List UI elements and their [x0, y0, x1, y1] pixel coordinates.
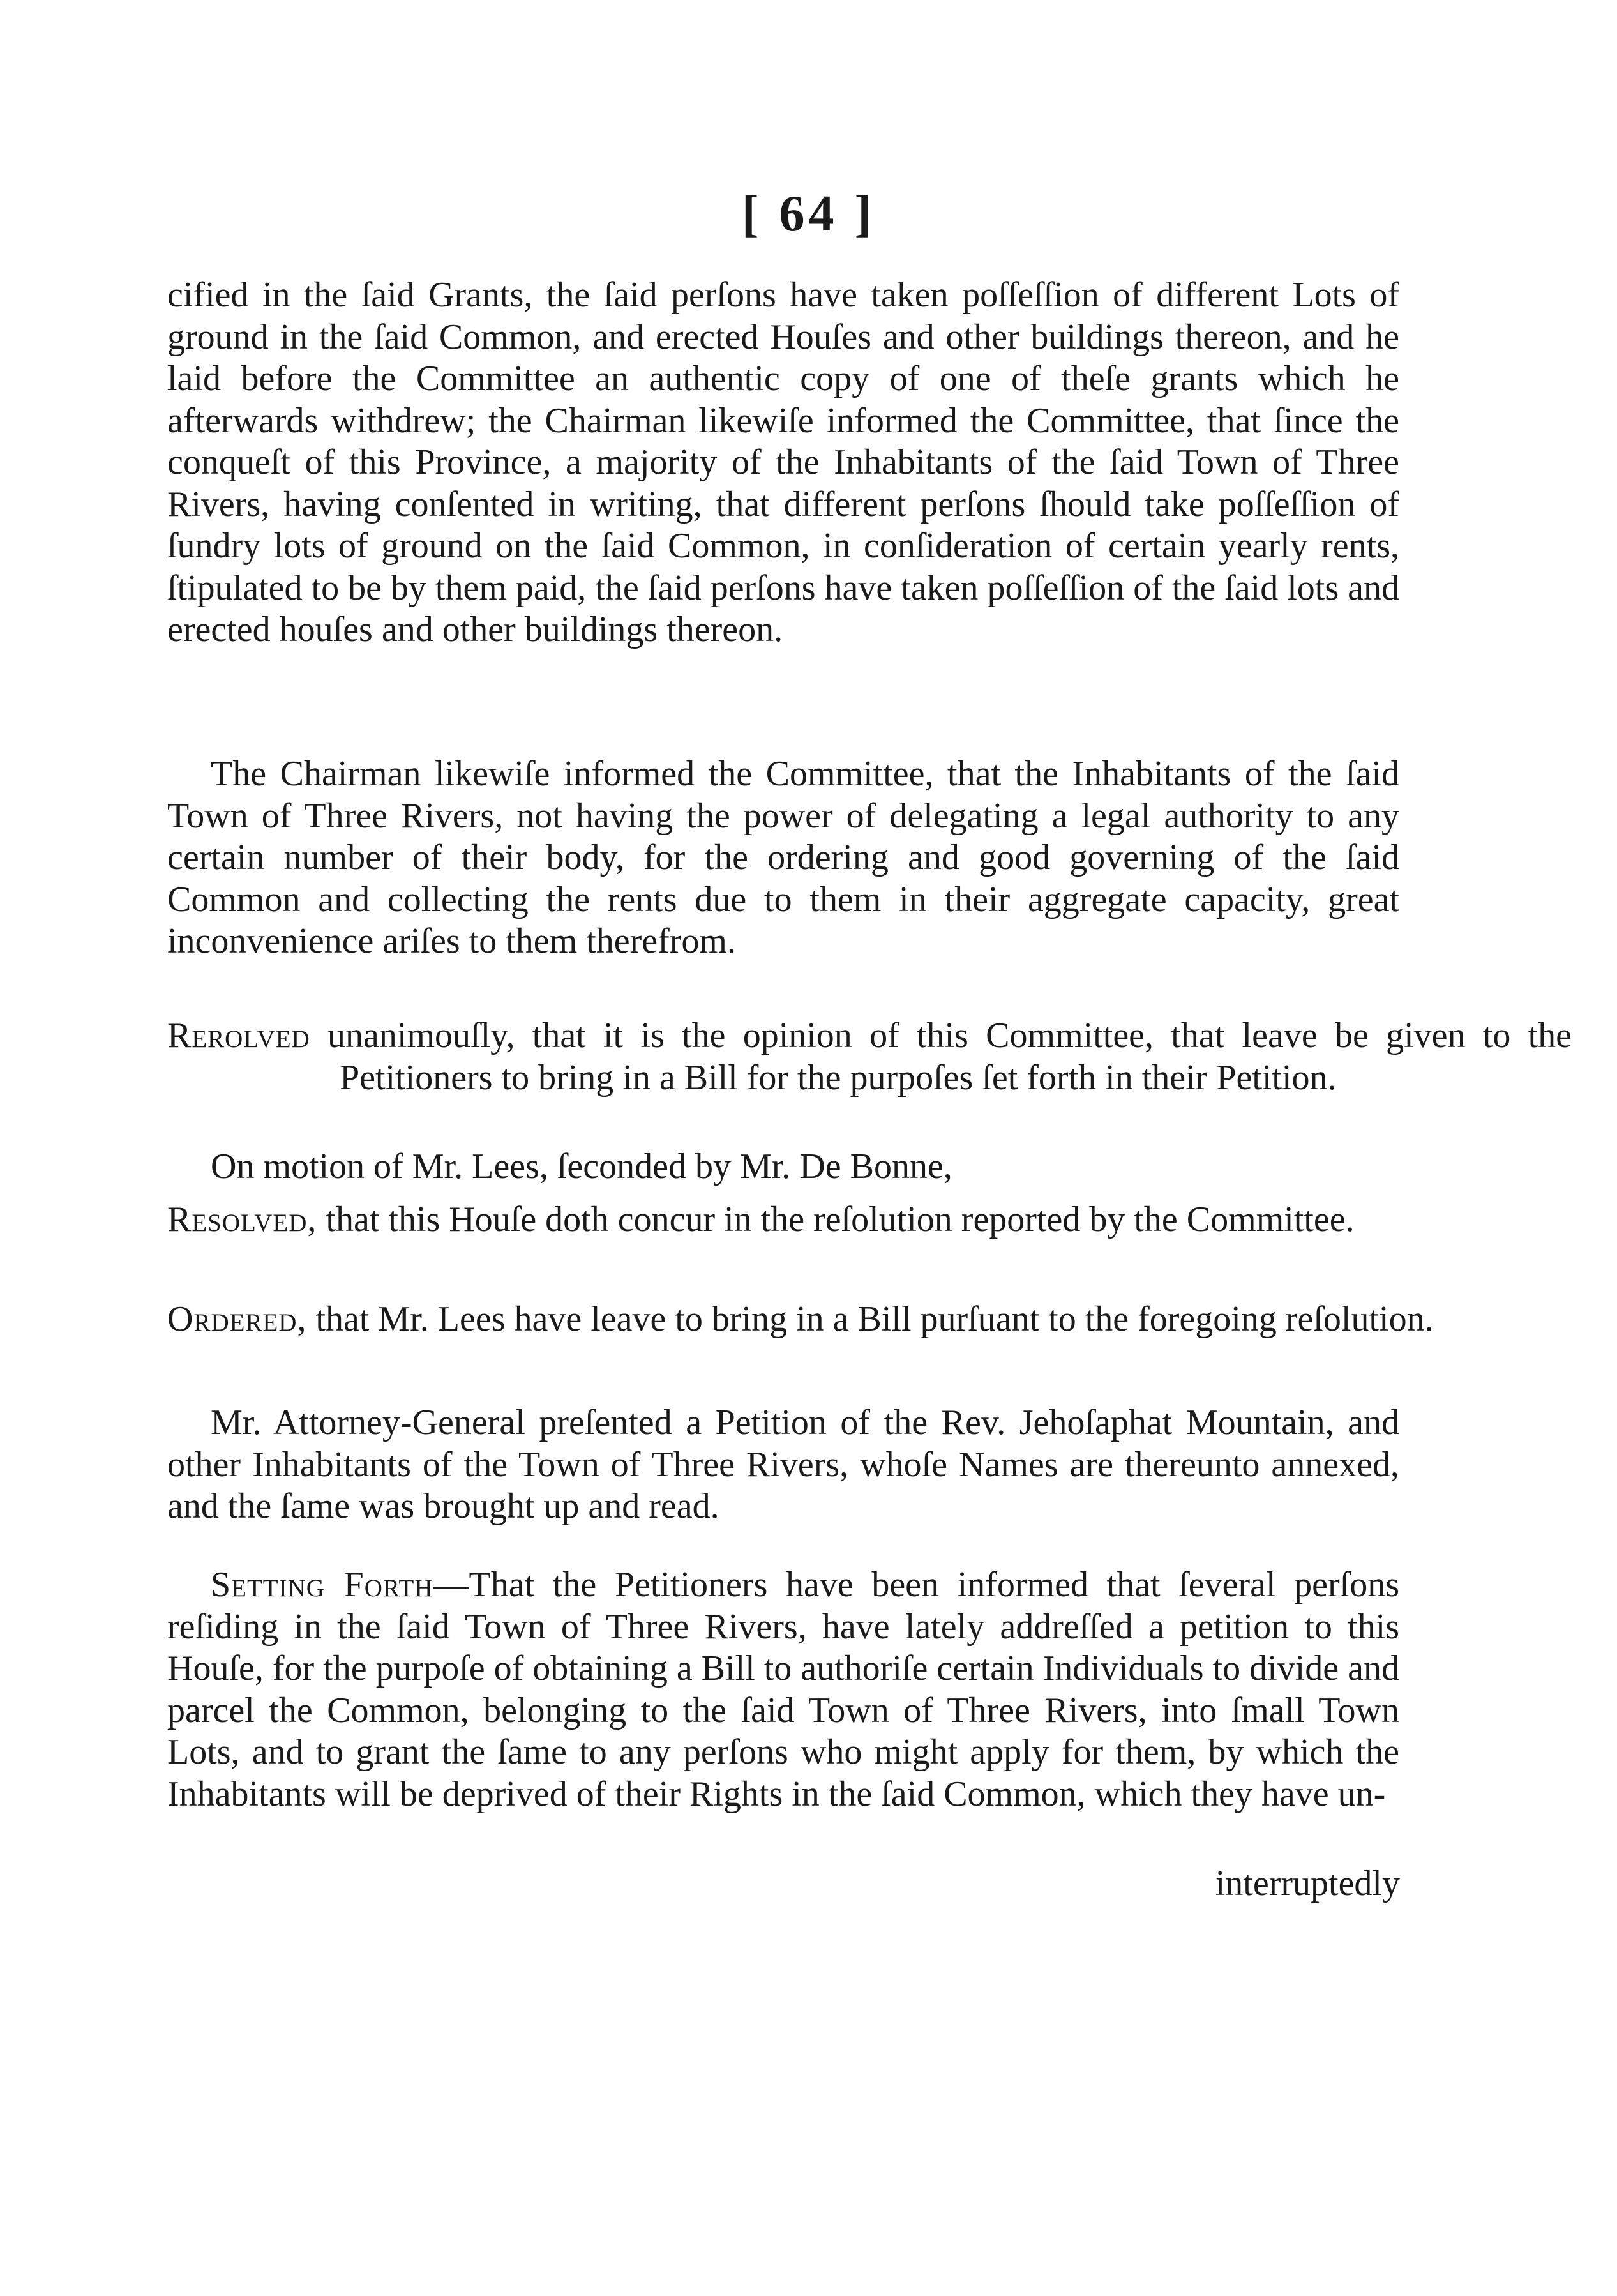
- paragraph-text: that Mr. Lees have leave to bring in a Bill purſuant to the foregoing reſolution.: [315, 1299, 1434, 1339]
- paragraph-setting-forth: [167, 1564, 1399, 1815]
- paragraph-petition-presented: [167, 1402, 1399, 1528]
- paragraph-text: Mr. Attorney-General preſented a Petition of the Rev. Jehoſaphat Mountain, and other Inhabitants of the Town of Three Rivers, whoſe Names are thereunto annexed, and the ſame was brought up and read.: [167, 1403, 1399, 1526]
- paragraph-text: that this Houſe doth concur in the reſolution reported by the Committee.: [326, 1200, 1355, 1239]
- resolution-lead-word: Ordered,: [167, 1299, 307, 1339]
- paragraph-text: cified in the ſaid Grants, the ſaid perſons have taken poſſeſſion of different Lots of ground in the ſaid Common, and erected Houſes and other buildings thereon, and he laid before the Committee an authentic copy of one of theſe grants which he afterwards withdrew; the Chairman likewiſe informed the Committee, that ſince the conqueſt of this Province, a majority of the Inhabitants of the ſaid Town of Three Rivers, having conſented in writing, that different perſons ſhould take poſſeſſion of ſundry lots of ground on the ſaid Common, in conſideration of certain yearly rents, ſtipulated to be by them paid, the ſaid perſons have taken poſſeſſion of the ſaid lots and erected houſes and other buildings thereon.: [167, 275, 1399, 649]
- page-number: [ 64 ]: [741, 186, 876, 242]
- catchword: interruptedly: [1215, 1864, 1400, 1903]
- paragraph-text: —That the Petitioners have been informed that ſeveral perſons reſiding in the ſaid Town of Three Rivers, have lately addreſſed a petition to this Houſe, for the purpoſe of obtaining a Bill to authoriſe certain Individuals to divide and parcel the Common, belonging to the ſaid Town of Three Rivers, into ſmall Town Lots, and to grant the ſame to any perſons who might apply for them, by which the Inhabitants will be deprived of their Rights in the ſaid Common, which they have un-: [167, 1565, 1399, 1814]
- paragraph-text: The Chairman likewiſe informed the Committee, that the Inhabitants of the ſaid Town of Three Rivers, not having the power of delegating a legal authority to any certain number of their body, for the ordering and good governing of the ſaid Common and collecting the rents due to them in their aggregate capacity, great inconvenience ariſes to them therefrom.: [167, 754, 1399, 961]
- paragraph-text: unanimouſly, that it is the opinion of this Committee, that leave be given to the Petitioners to bring in a Bill for the purpoſes ſet forth in their Petition.: [327, 1016, 1572, 1098]
- paragraph-resolved-unanimously: [167, 1015, 1572, 1099]
- paragraph-ordered: [167, 1299, 1572, 1341]
- paragraph-text: On motion of Mr. Lees, ſeconded by Mr. De Bonne,: [211, 1147, 952, 1186]
- setting-forth-lead: Setting Forth: [211, 1565, 433, 1605]
- paragraph-resolved-concur: [167, 1199, 1572, 1241]
- paragraph-grants-report: [167, 275, 1399, 651]
- resolution-lead-word: Resolved,: [167, 1200, 317, 1239]
- resolution-lead-word: Rerolved: [167, 1016, 310, 1055]
- paragraph-motion: [167, 1146, 1399, 1188]
- paragraph-chairman-informed: [167, 753, 1399, 963]
